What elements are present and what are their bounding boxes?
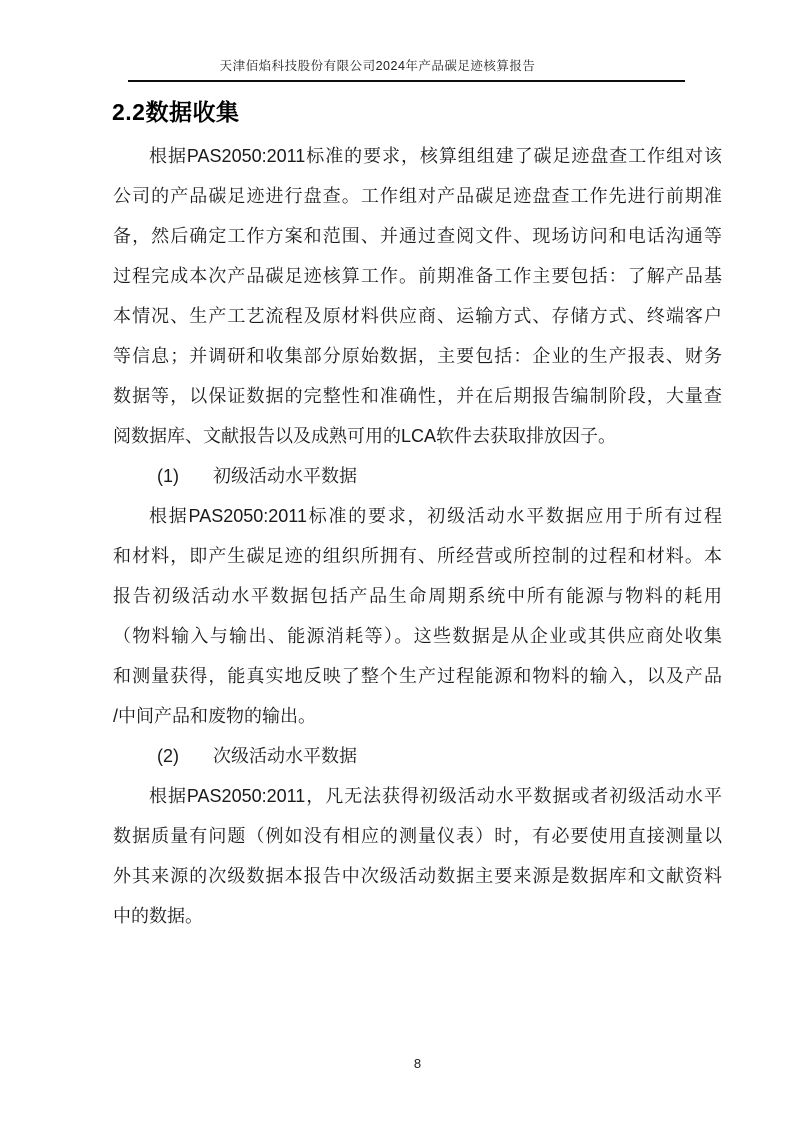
- header-rule: [128, 80, 685, 82]
- paragraph-line: 数据质量有问题（例如没有相应的测量仪表）时，有必要使用直接测量以: [113, 826, 722, 846]
- list-item-label: 初级活动水平数据: [213, 466, 357, 486]
- list-item-2: [113, 736, 722, 776]
- section-heading: 2.2数据收集: [112, 99, 240, 125]
- paragraph-line: 公司的产品碳足迹进行盘查。工作组对产品碳足迹盘查工作先进行前期准: [113, 186, 722, 206]
- page-header-title: 天津佰焰科技股份有限公司2024年产品碳足迹核算报告: [219, 59, 536, 73]
- list-item-number: (1): [157, 466, 179, 486]
- paragraph-line: 过程完成本次产品碳足迹核算工作。前期准备工作主要包括：了解产品基: [113, 266, 722, 286]
- paragraph-line: 报告初级活动水平数据包括产品生命周期系统中所有能源与物料的耗用: [113, 586, 722, 606]
- paragraph-line: （物料输入与输出、能源消耗等）。这些数据是从企业或其供应商处收集: [113, 626, 722, 646]
- paragraph-line: /中间产品和废物的输出。: [113, 706, 316, 726]
- paragraph-1: [113, 136, 722, 456]
- paragraph-line: 根据PAS2050:2011标准的要求，核算组组建了碳足迹盘查工作组对该: [149, 146, 722, 166]
- paragraph-line: 外其来源的次级数据本报告中次级活动数据主要来源是数据库和文献资料: [113, 866, 722, 886]
- paragraph-line: 备，然后确定工作方案和范围、并通过查阅文件、现场访问和电话沟通等: [113, 226, 722, 246]
- list-item-number: (2): [157, 746, 179, 766]
- list-item-1: [113, 456, 722, 496]
- paragraph-2: [113, 496, 722, 736]
- paragraph-3: [113, 776, 722, 936]
- paragraph-line: 数据等，以保证数据的完整性和准确性，并在后期报告编制阶段，大量查: [113, 386, 722, 406]
- document-body: [113, 136, 722, 936]
- paragraph-line: 等信息；并调研和收集部分原始数据，主要包括：企业的生产报表、财务: [113, 346, 722, 366]
- list-item-label: 次级活动水平数据: [213, 746, 357, 766]
- page-number: 8: [413, 1056, 422, 1071]
- paragraph-line: 阅数据库、文献报告以及成熟可用的LCA软件去获取排放因子。: [113, 426, 617, 446]
- paragraph-line: 和测量获得，能真实地反映了整个生产过程能源和物料的输入，以及产品: [113, 666, 722, 686]
- paragraph-line: 根据PAS2050:2011标准的要求，初级活动水平数据应用于所有过程: [149, 506, 722, 526]
- paragraph-line: 本情况、生产工艺流程及原材料供应商、运输方式、存储方式、终端客户: [113, 306, 722, 326]
- paragraph-line: 根据PAS2050:2011，凡无法获得初级活动水平数据或者初级活动水平: [149, 786, 722, 806]
- paragraph-line: 中的数据。: [113, 906, 203, 926]
- paragraph-line: 和材料，即产生碳足迹的组织所拥有、所经营或所控制的过程和材料。本: [113, 546, 722, 566]
